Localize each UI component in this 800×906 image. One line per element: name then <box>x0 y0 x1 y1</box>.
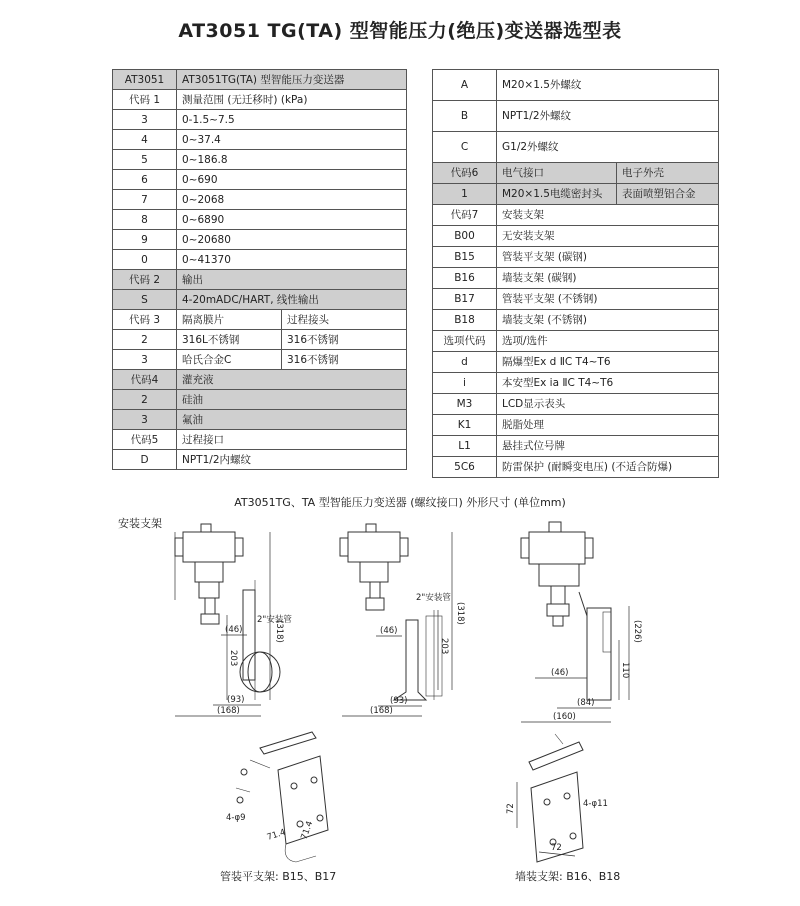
table-row <box>113 150 407 170</box>
code-cell: 8 <box>113 210 177 230</box>
table-row <box>433 205 719 226</box>
table-row <box>433 310 719 331</box>
code-cell: 0 <box>113 250 177 270</box>
table-row <box>113 350 407 370</box>
pipe-label-2: 2"安装管 <box>416 593 451 603</box>
dim-110: 110 <box>620 662 630 679</box>
dim-71-pipe-a: 71.4 <box>299 819 316 842</box>
code-cell: K1 <box>433 415 497 436</box>
table-row <box>433 226 719 247</box>
description-cell: 墙装支架 (不锈钢) <box>497 310 719 331</box>
description-cell: 墙装支架 (碳钢) <box>497 268 719 289</box>
description-cell: 0~690 <box>177 170 407 190</box>
description-cell: 表面喷塑铝合金 <box>617 184 719 205</box>
table-row <box>113 370 407 390</box>
table-row <box>433 394 719 415</box>
description-cell: 0~6890 <box>177 210 407 230</box>
code-cell: C <box>433 132 497 163</box>
dim-46-3: (46) <box>551 668 569 678</box>
wall-bracket-isometric <box>495 732 615 864</box>
code-cell: 6 <box>113 170 177 190</box>
transmitter-housing-outline <box>183 532 235 562</box>
code-cell: 选项代码 <box>433 331 497 352</box>
transmitter-housing-outline <box>348 532 400 562</box>
description-cell: 316不锈钢 <box>282 330 407 350</box>
code-cell: 4 <box>113 130 177 150</box>
description-cell: 电气接口 <box>497 163 617 184</box>
dim-hole-wall: 4-φ11 <box>583 799 608 809</box>
description-cell: 灌充液 <box>177 370 407 390</box>
code-cell: AT3051 <box>113 70 177 90</box>
selection-table-right <box>432 69 719 478</box>
code-cell: 代码4 <box>113 370 177 390</box>
table-row <box>113 90 407 110</box>
description-cell: 316L不锈钢 <box>177 330 282 350</box>
code-cell: B18 <box>433 310 497 331</box>
description-cell: M20×1.5外螺纹 <box>497 70 719 101</box>
table-row <box>433 247 719 268</box>
dim-46-1: (46) <box>225 625 243 635</box>
caption-wall-bracket: 墙装支架: B16、B18 <box>515 870 621 883</box>
drawings-title: AT3051TG、TA 型智能压力变送器 (螺纹接口) 外形尺寸 (单位mm) <box>234 496 566 509</box>
bracket-section-label: 安装支架 <box>118 517 162 530</box>
dim-84: (84) <box>577 698 595 708</box>
code-cell: A <box>433 70 497 101</box>
table-row <box>433 132 719 163</box>
dim-hole-pipe: 4-φ9 <box>226 813 246 823</box>
code-cell: B16 <box>433 268 497 289</box>
dim-46-2: (46) <box>380 626 398 636</box>
description-cell: 0~20680 <box>177 230 407 250</box>
table-row <box>113 70 407 90</box>
dim-168-2: (168) <box>370 706 393 716</box>
dim-226: (226) <box>632 620 642 643</box>
description-cell: LCD显示表头 <box>497 394 719 415</box>
table-row <box>113 110 407 130</box>
description-cell: 氟油 <box>177 410 407 430</box>
dim-160: (160) <box>553 712 576 722</box>
table-row <box>433 268 719 289</box>
table-row <box>113 230 407 250</box>
description-cell: AT3051TG(TA) 型智能压力变送器 <box>177 70 407 90</box>
dim-93-2: (93) <box>390 696 408 706</box>
code-cell: 代码5 <box>113 430 177 450</box>
code-cell: S <box>113 290 177 310</box>
description-cell: 0~186.8 <box>177 150 407 170</box>
dim-72-a: 72 <box>506 803 516 814</box>
outline-drawing-wall <box>495 520 670 730</box>
pipe-bracket-isometric <box>220 730 350 865</box>
table-row <box>113 330 407 350</box>
dim-72-b: 72 <box>551 843 562 853</box>
description-cell: 隔离膜片 <box>177 310 282 330</box>
dim-203-2: 203 <box>439 638 449 655</box>
code-cell: 9 <box>113 230 177 250</box>
table-row <box>433 373 719 394</box>
table-row <box>113 390 407 410</box>
description-cell: NPT1/2外螺纹 <box>497 101 719 132</box>
code-cell: M3 <box>433 394 497 415</box>
selection-table-left <box>112 69 407 470</box>
code-cell: 1 <box>433 184 497 205</box>
table-row <box>433 331 719 352</box>
description-cell: 硅油 <box>177 390 407 410</box>
caption-pipe-bracket: 管装平支架: B15、B17 <box>220 870 337 883</box>
table-row <box>113 290 407 310</box>
code-cell: L1 <box>433 436 497 457</box>
description-cell: G1/2外螺纹 <box>497 132 719 163</box>
code-cell: 3 <box>113 410 177 430</box>
outline-drawing-pipe-horizontal <box>330 520 490 720</box>
dim-168-1: (168) <box>217 706 240 716</box>
description-cell: 选项/选件 <box>497 331 719 352</box>
description-cell: 哈氏合金C <box>177 350 282 370</box>
description-cell: 无安装支架 <box>497 226 719 247</box>
description-cell: 4-20mADC/HART, 线性输出 <box>177 290 407 310</box>
description-cell: 隔爆型Ex d ⅡC T4~T6 <box>497 352 719 373</box>
table-row <box>113 170 407 190</box>
code-cell: B00 <box>433 226 497 247</box>
table-row <box>113 250 407 270</box>
transmitter-housing-outline <box>529 532 585 564</box>
description-cell: 输出 <box>177 270 407 290</box>
code-cell: 2 <box>113 330 177 350</box>
description-cell: 悬挂式位号牌 <box>497 436 719 457</box>
code-cell: D <box>113 450 177 470</box>
description-cell: 管装平支架 (碳钢) <box>497 247 719 268</box>
pipe-label-1: 2"安装管 <box>257 615 292 625</box>
dim-71-pipe-b: 71.4 <box>265 827 287 843</box>
code-cell: B15 <box>433 247 497 268</box>
table-row <box>433 457 719 478</box>
table-row <box>433 289 719 310</box>
description-cell: 316不锈钢 <box>282 350 407 370</box>
dim-318-2: (318) <box>455 602 465 625</box>
code-cell: 5 <box>113 150 177 170</box>
table-row <box>113 190 407 210</box>
dim-318-1: (318) <box>274 620 284 643</box>
description-cell: M20×1.5电缆密封头 <box>497 184 617 205</box>
table-row <box>113 210 407 230</box>
description-cell: 0-1.5~7.5 <box>177 110 407 130</box>
table-row <box>433 101 719 132</box>
code-cell: i <box>433 373 497 394</box>
code-cell: 代码6 <box>433 163 497 184</box>
description-cell: 过程接头 <box>282 310 407 330</box>
table-row <box>433 163 719 184</box>
page-title: AT3051 TG(TA) 型智能压力(绝压)变送器选型表 <box>178 20 622 42</box>
code-cell: 5C6 <box>433 457 497 478</box>
code-cell: B <box>433 101 497 132</box>
description-cell: 0~41370 <box>177 250 407 270</box>
table-row <box>113 270 407 290</box>
table-row <box>433 415 719 436</box>
description-cell: 管装平支架 (不锈钢) <box>497 289 719 310</box>
table-row <box>113 450 407 470</box>
code-cell: 2 <box>113 390 177 410</box>
table-row <box>433 184 719 205</box>
code-cell: 代码7 <box>433 205 497 226</box>
table-row <box>113 430 407 450</box>
description-cell: NPT1/2内螺纹 <box>177 450 407 470</box>
table-row <box>433 436 719 457</box>
dim-93-1: (93) <box>227 695 245 705</box>
table-row <box>113 310 407 330</box>
table-row <box>113 130 407 150</box>
table-row <box>113 410 407 430</box>
code-cell: 代码 3 <box>113 310 177 330</box>
description-cell: 防雷保护 (耐瞬变电压) (不适合防爆) <box>497 457 719 478</box>
code-cell: d <box>433 352 497 373</box>
code-cell: B17 <box>433 289 497 310</box>
dim-203-1: 203 <box>228 650 238 667</box>
code-cell: 代码 1 <box>113 90 177 110</box>
code-cell: 7 <box>113 190 177 210</box>
description-cell: 电子外壳 <box>617 163 719 184</box>
description-cell: 过程接口 <box>177 430 407 450</box>
table-row <box>433 70 719 101</box>
code-cell: 3 <box>113 110 177 130</box>
description-cell: 脱脂处理 <box>497 415 719 436</box>
code-cell: 3 <box>113 350 177 370</box>
table-row <box>433 352 719 373</box>
description-cell: 安装支架 <box>497 205 719 226</box>
description-cell: 0~2068 <box>177 190 407 210</box>
description-cell: 0~37.4 <box>177 130 407 150</box>
outline-drawing-pipe-vertical <box>165 520 325 720</box>
description-cell: 本安型Ex ia ⅡC T4~T6 <box>497 373 719 394</box>
description-cell: 测量范围 (无迁移时) (kPa) <box>177 90 407 110</box>
code-cell: 代码 2 <box>113 270 177 290</box>
